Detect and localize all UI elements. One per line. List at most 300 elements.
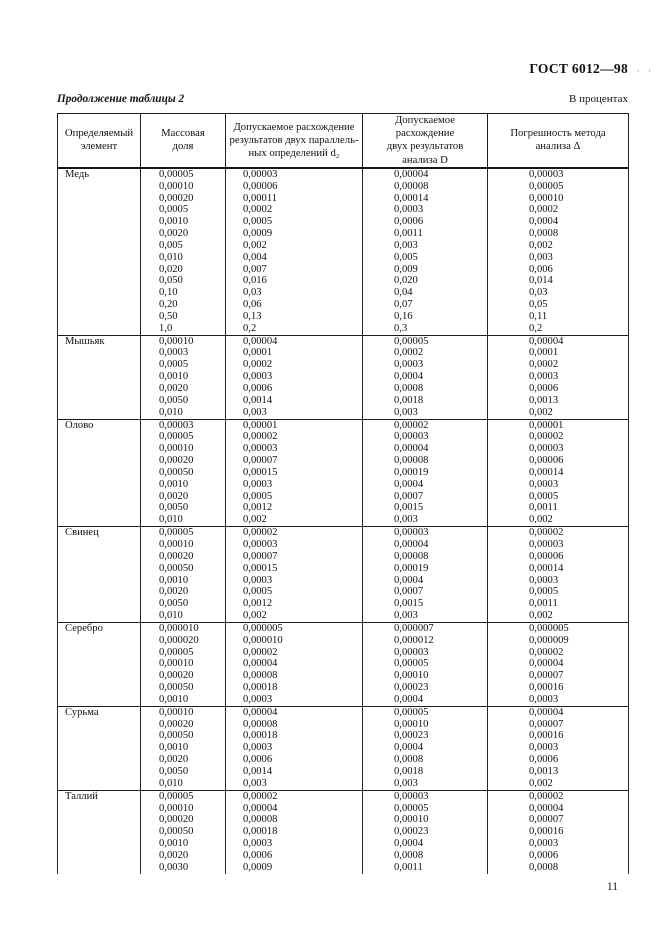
mass-fraction-cell: 0,010 — [141, 407, 226, 419]
delta-cell: 0,0003 — [488, 838, 629, 850]
mass-fraction-cell: 0,0020 — [141, 491, 226, 503]
table-row — [58, 371, 629, 383]
D-cell: 0,0015 — [363, 502, 488, 514]
D-cell: 0,000007 — [363, 622, 488, 634]
table-row — [58, 539, 629, 551]
mass-fraction-cell: 0,0030 — [141, 862, 226, 874]
delta-cell: 0,0002 — [488, 204, 629, 216]
d2-cell: 0,0006 — [226, 850, 363, 862]
table-row — [58, 850, 629, 862]
element-cell — [58, 730, 141, 742]
delta-cell: 0,002 — [488, 610, 629, 622]
element-cell — [58, 395, 141, 407]
delta-cell: 0,00014 — [488, 467, 629, 479]
table-row — [58, 766, 629, 778]
delta-cell: 0,00004 — [488, 335, 629, 347]
tolerances-table — [57, 113, 629, 874]
delta-cell: 0,00001 — [488, 419, 629, 431]
table-row — [58, 431, 629, 443]
delta-cell: 0,006 — [488, 264, 629, 276]
table-row — [58, 335, 629, 347]
delta-cell: 0,0005 — [488, 586, 629, 598]
table-row — [58, 635, 629, 647]
mass-fraction-cell: 0,0010 — [141, 742, 226, 754]
d2-cell: 0,004 — [226, 252, 363, 264]
table-row — [58, 419, 629, 431]
delta-cell: 0,00007 — [488, 719, 629, 731]
d2-cell: 0,00004 — [226, 658, 363, 670]
table-row — [58, 742, 629, 754]
table-row — [58, 275, 629, 287]
mass-fraction-cell: 0,00005 — [141, 647, 226, 659]
element-cell — [58, 719, 141, 731]
d2-cell: 0,00002 — [226, 790, 363, 802]
table-row — [58, 670, 629, 682]
element-cell — [58, 323, 141, 335]
D-cell: 0,00005 — [363, 335, 488, 347]
element-cell — [58, 682, 141, 694]
mass-fraction-cell: 0,00020 — [141, 670, 226, 682]
delta-cell: 0,0003 — [488, 575, 629, 587]
element-cell — [58, 610, 141, 622]
table-row — [58, 168, 629, 181]
D-cell: 0,0004 — [363, 838, 488, 850]
d2-cell: 0,0012 — [226, 598, 363, 610]
delta-cell: 0,00014 — [488, 563, 629, 575]
table-caption: Продолжение таблицы 2 — [57, 93, 185, 105]
mass-fraction-cell: 0,010 — [141, 610, 226, 622]
D-cell: 0,00003 — [363, 431, 488, 443]
delta-cell: 0,0011 — [488, 502, 629, 514]
mass-fraction-cell: 0,00005 — [141, 790, 226, 802]
D-cell: 0,00023 — [363, 682, 488, 694]
element-cell — [58, 181, 141, 193]
mass-fraction-cell: 0,10 — [141, 287, 226, 299]
D-cell: 0,0004 — [363, 575, 488, 587]
delta-cell: 0,003 — [488, 252, 629, 264]
element-cell — [58, 371, 141, 383]
table-row — [58, 694, 629, 706]
table-row — [58, 790, 629, 802]
d2-cell: 0,00004 — [226, 803, 363, 815]
mass-fraction-cell: 0,00010 — [141, 335, 226, 347]
element-cell — [58, 694, 141, 706]
table-row — [58, 514, 629, 526]
D-cell: 0,16 — [363, 311, 488, 323]
d2-cell: 0,0006 — [226, 754, 363, 766]
delta-cell: 0,00004 — [488, 803, 629, 815]
table-row — [58, 395, 629, 407]
d2-cell: 0,00008 — [226, 814, 363, 826]
table-row — [58, 467, 629, 479]
mass-fraction-cell: 0,00010 — [141, 539, 226, 551]
mass-fraction-cell: 0,0020 — [141, 754, 226, 766]
d2-cell: 0,2 — [226, 323, 363, 335]
table-row — [58, 443, 629, 455]
delta-cell: 0,0008 — [488, 862, 629, 874]
element-cell — [58, 766, 141, 778]
d2-cell: 0,000010 — [226, 635, 363, 647]
mass-fraction-cell: 0,005 — [141, 240, 226, 252]
element-cell — [58, 299, 141, 311]
table-row — [58, 862, 629, 874]
d2-cell: 0,00007 — [226, 551, 363, 563]
D-cell: 0,0004 — [363, 479, 488, 491]
d2-cell: 0,0012 — [226, 502, 363, 514]
table-row — [58, 455, 629, 467]
D-cell: 0,0004 — [363, 694, 488, 706]
d2-cell: 0,00018 — [226, 826, 363, 838]
table-row — [58, 216, 629, 228]
d2-cell: 0,0003 — [226, 479, 363, 491]
d2-cell: 0,0003 — [226, 371, 363, 383]
mass-fraction-cell: 0,0050 — [141, 598, 226, 610]
column-header-D: Допускаемое расхождение двух результатов анализа D — [363, 114, 488, 168]
d2-cell: 0,0003 — [226, 742, 363, 754]
element-cell — [58, 347, 141, 359]
element-cell: Олово — [58, 419, 141, 431]
D-cell: 0,0003 — [363, 204, 488, 216]
d2-cell: 0,000005 — [226, 622, 363, 634]
table-row — [58, 323, 629, 335]
element-cell — [58, 502, 141, 514]
element-cell — [58, 598, 141, 610]
D-cell: 0,00014 — [363, 193, 488, 205]
delta-cell: 0,002 — [488, 240, 629, 252]
table-row — [58, 287, 629, 299]
column-header-d2: Допускаемое расхождение результатов двух параллель- ных определений d₂ — [226, 114, 363, 168]
d2-cell: 0,0003 — [226, 838, 363, 850]
mass-fraction-cell: 0,00010 — [141, 658, 226, 670]
D-cell: 0,00023 — [363, 826, 488, 838]
D-cell: 0,0007 — [363, 491, 488, 503]
table-row — [58, 479, 629, 491]
table-row — [58, 240, 629, 252]
table-row — [58, 383, 629, 395]
element-cell — [58, 658, 141, 670]
D-cell: 0,00008 — [363, 455, 488, 467]
element-cell — [58, 575, 141, 587]
d2-cell: 0,00003 — [226, 539, 363, 551]
delta-cell: 0,0003 — [488, 742, 629, 754]
mass-fraction-cell: 0,00050 — [141, 826, 226, 838]
table-row — [58, 730, 629, 742]
delta-cell: 0,00003 — [488, 539, 629, 551]
delta-cell: 0,0003 — [488, 694, 629, 706]
mass-fraction-cell: 0,0010 — [141, 694, 226, 706]
element-cell: Медь — [58, 168, 141, 181]
mass-fraction-cell: 0,0010 — [141, 479, 226, 491]
delta-cell: 0,002 — [488, 407, 629, 419]
table-row — [58, 778, 629, 790]
d2-cell: 0,003 — [226, 407, 363, 419]
D-cell: 0,00023 — [363, 730, 488, 742]
D-cell: 0,00003 — [363, 790, 488, 802]
table-row — [58, 264, 629, 276]
scan-artifact: · · — [636, 66, 654, 76]
delta-cell: 0,014 — [488, 275, 629, 287]
mass-fraction-cell: 0,0020 — [141, 586, 226, 598]
delta-cell: 0,00003 — [488, 168, 629, 181]
d2-cell: 0,0009 — [226, 862, 363, 874]
element-cell — [58, 467, 141, 479]
table-row — [58, 491, 629, 503]
table-row — [58, 814, 629, 826]
delta-cell: 0,00005 — [488, 181, 629, 193]
D-cell: 0,07 — [363, 299, 488, 311]
delta-cell: 0,000005 — [488, 622, 629, 634]
table-row — [58, 803, 629, 815]
table-row — [58, 347, 629, 359]
delta-cell: 0,0001 — [488, 347, 629, 359]
table-row — [58, 826, 629, 838]
delta-cell: 0,05 — [488, 299, 629, 311]
delta-cell: 0,0013 — [488, 395, 629, 407]
D-cell: 0,0004 — [363, 742, 488, 754]
element-cell: Серебро — [58, 622, 141, 634]
d2-cell: 0,0003 — [226, 575, 363, 587]
table-row — [58, 682, 629, 694]
table-row — [58, 311, 629, 323]
mass-fraction-cell: 0,00010 — [141, 443, 226, 455]
D-cell: 0,0002 — [363, 347, 488, 359]
mass-fraction-cell: 0,00003 — [141, 419, 226, 431]
element-cell: Свинец — [58, 527, 141, 539]
mass-fraction-cell: 0,0005 — [141, 359, 226, 371]
delta-cell: 0,00004 — [488, 658, 629, 670]
column-header-mass-fraction: Массовая доля — [141, 114, 226, 168]
delta-cell: 0,002 — [488, 514, 629, 526]
element-cell — [58, 491, 141, 503]
mass-fraction-cell: 1,0 — [141, 323, 226, 335]
delta-cell: 0,00007 — [488, 814, 629, 826]
d2-cell: 0,06 — [226, 299, 363, 311]
d2-cell: 0,0005 — [226, 491, 363, 503]
element-cell — [58, 826, 141, 838]
mass-fraction-cell: 0,00050 — [141, 682, 226, 694]
element-cell — [58, 443, 141, 455]
mass-fraction-cell: 0,0050 — [141, 502, 226, 514]
element-cell — [58, 479, 141, 491]
mass-fraction-cell: 0,00010 — [141, 706, 226, 718]
D-cell: 0,003 — [363, 240, 488, 252]
mass-fraction-cell: 0,0020 — [141, 383, 226, 395]
D-cell: 0,020 — [363, 275, 488, 287]
delta-cell: 0,0002 — [488, 359, 629, 371]
delta-cell: 0,00007 — [488, 670, 629, 682]
d2-cell: 0,0005 — [226, 586, 363, 598]
table-row — [58, 502, 629, 514]
element-cell: Сурьма — [58, 706, 141, 718]
table-row — [58, 586, 629, 598]
delta-cell: 0,00016 — [488, 730, 629, 742]
table-row — [58, 228, 629, 240]
mass-fraction-cell: 0,00050 — [141, 563, 226, 575]
units-note: В процентах — [569, 93, 628, 105]
D-cell: 0,009 — [363, 264, 488, 276]
table-row — [58, 527, 629, 539]
d2-cell: 0,00018 — [226, 730, 363, 742]
d2-cell: 0,00006 — [226, 181, 363, 193]
D-cell: 0,00010 — [363, 814, 488, 826]
element-cell — [58, 252, 141, 264]
delta-cell: 0,0003 — [488, 479, 629, 491]
mass-fraction-cell: 0,0050 — [141, 395, 226, 407]
table-row — [58, 204, 629, 216]
element-cell — [58, 670, 141, 682]
element-cell — [58, 264, 141, 276]
table-row — [58, 359, 629, 371]
element-cell — [58, 275, 141, 287]
D-cell: 0,00004 — [363, 539, 488, 551]
table-row — [58, 838, 629, 850]
delta-cell: 0,002 — [488, 778, 629, 790]
element-cell — [58, 204, 141, 216]
table-header-row — [58, 114, 629, 168]
mass-fraction-cell: 0,20 — [141, 299, 226, 311]
doc-reference: ГОСТ 6012—98 — [529, 61, 628, 76]
d2-cell: 0,0014 — [226, 395, 363, 407]
d2-cell: 0,00015 — [226, 563, 363, 575]
mass-fraction-cell: 0,0003 — [141, 347, 226, 359]
d2-cell: 0,00003 — [226, 168, 363, 181]
table-row — [58, 706, 629, 718]
d2-cell: 0,0001 — [226, 347, 363, 359]
mass-fraction-cell: 0,0010 — [141, 371, 226, 383]
mass-fraction-cell: 0,00020 — [141, 814, 226, 826]
element-cell — [58, 647, 141, 659]
D-cell: 0,0004 — [363, 371, 488, 383]
d2-cell: 0,0005 — [226, 216, 363, 228]
element-cell — [58, 228, 141, 240]
table-row — [58, 610, 629, 622]
d2-cell: 0,0003 — [226, 694, 363, 706]
D-cell: 0,0007 — [363, 586, 488, 598]
element-cell — [58, 778, 141, 790]
D-cell: 0,04 — [363, 287, 488, 299]
D-cell: 0,00002 — [363, 419, 488, 431]
table-row — [58, 181, 629, 193]
element-cell — [58, 514, 141, 526]
d2-cell: 0,03 — [226, 287, 363, 299]
d2-cell: 0,00015 — [226, 467, 363, 479]
d2-cell: 0,0014 — [226, 766, 363, 778]
D-cell: 0,00004 — [363, 443, 488, 455]
D-cell: 0,00005 — [363, 658, 488, 670]
d2-cell: 0,00002 — [226, 431, 363, 443]
d2-cell: 0,00002 — [226, 647, 363, 659]
mass-fraction-cell: 0,00005 — [141, 527, 226, 539]
table-row — [58, 647, 629, 659]
D-cell: 0,00004 — [363, 168, 488, 181]
element-cell — [58, 407, 141, 419]
element-cell — [58, 431, 141, 443]
mass-fraction-cell: 0,010 — [141, 252, 226, 264]
table-row — [58, 551, 629, 563]
delta-cell: 0,000009 — [488, 635, 629, 647]
table-row — [58, 598, 629, 610]
delta-cell: 0,11 — [488, 311, 629, 323]
element-cell — [58, 850, 141, 862]
d2-cell: 0,00008 — [226, 719, 363, 731]
element-cell — [58, 311, 141, 323]
D-cell: 0,0011 — [363, 862, 488, 874]
D-cell: 0,0008 — [363, 383, 488, 395]
delta-cell: 0,00002 — [488, 790, 629, 802]
mass-fraction-cell: 0,010 — [141, 514, 226, 526]
element-cell: Таллий — [58, 790, 141, 802]
mass-fraction-cell: 0,0010 — [141, 216, 226, 228]
table-row — [58, 299, 629, 311]
element-cell — [58, 240, 141, 252]
caption-row — [57, 93, 628, 105]
d2-cell: 0,00011 — [226, 193, 363, 205]
d2-cell: 0,00003 — [226, 443, 363, 455]
d2-cell: 0,0002 — [226, 204, 363, 216]
D-cell: 0,00003 — [363, 527, 488, 539]
delta-cell: 0,00006 — [488, 455, 629, 467]
element-cell — [58, 814, 141, 826]
element-cell — [58, 287, 141, 299]
D-cell: 0,003 — [363, 610, 488, 622]
mass-fraction-cell: 0,00010 — [141, 181, 226, 193]
element-cell — [58, 803, 141, 815]
mass-fraction-cell: 0,00010 — [141, 803, 226, 815]
mass-fraction-cell: 0,0010 — [141, 575, 226, 587]
D-cell: 0,003 — [363, 514, 488, 526]
delta-cell: 0,0003 — [488, 371, 629, 383]
D-cell: 0,0008 — [363, 850, 488, 862]
D-cell: 0,0015 — [363, 598, 488, 610]
D-cell: 0,0018 — [363, 766, 488, 778]
d2-cell: 0,00001 — [226, 419, 363, 431]
D-cell: 0,0018 — [363, 395, 488, 407]
table-row — [58, 575, 629, 587]
element-cell — [58, 742, 141, 754]
D-cell: 0,0003 — [363, 359, 488, 371]
D-cell: 0,00005 — [363, 803, 488, 815]
d2-cell: 0,00007 — [226, 455, 363, 467]
delta-cell: 0,0008 — [488, 228, 629, 240]
D-cell: 0,0011 — [363, 228, 488, 240]
table-row — [58, 622, 629, 634]
table-row — [58, 193, 629, 205]
element-cell — [58, 551, 141, 563]
D-cell: 0,00005 — [363, 706, 488, 718]
mass-fraction-cell: 0,00050 — [141, 730, 226, 742]
mass-fraction-cell: 0,0005 — [141, 204, 226, 216]
delta-cell: 0,2 — [488, 323, 629, 335]
d2-cell: 0,003 — [226, 778, 363, 790]
mass-fraction-cell: 0,050 — [141, 275, 226, 287]
delta-cell: 0,00006 — [488, 551, 629, 563]
D-cell: 0,00010 — [363, 670, 488, 682]
delta-cell: 0,0005 — [488, 491, 629, 503]
mass-fraction-cell: 0,0010 — [141, 838, 226, 850]
mass-fraction-cell: 0,00020 — [141, 551, 226, 563]
element-cell — [58, 563, 141, 575]
delta-cell: 0,00016 — [488, 826, 629, 838]
D-cell: 0,0008 — [363, 754, 488, 766]
d2-cell: 0,002 — [226, 514, 363, 526]
delta-cell: 0,03 — [488, 287, 629, 299]
element-cell — [58, 193, 141, 205]
element-cell — [58, 754, 141, 766]
table-row — [58, 754, 629, 766]
delta-cell: 0,0011 — [488, 598, 629, 610]
d2-cell: 0,002 — [226, 610, 363, 622]
D-cell: 0,3 — [363, 323, 488, 335]
